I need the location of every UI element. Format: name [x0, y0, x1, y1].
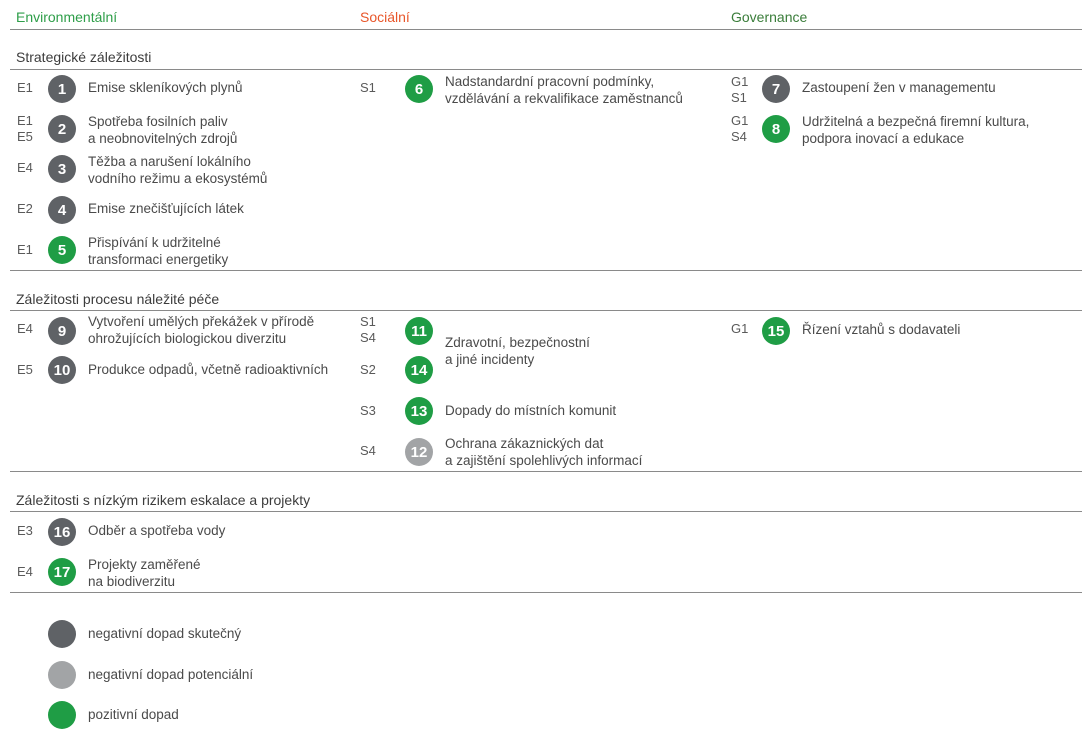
section-divider: [10, 592, 1082, 593]
item-code: E4: [17, 160, 33, 175]
item-code: S1: [360, 80, 376, 95]
section-title-strategic: Strategické záležitosti: [16, 49, 152, 65]
item-code: S1 S4: [360, 314, 376, 345]
impact-number-badge: 3: [48, 155, 76, 183]
item-code: E3: [17, 523, 33, 538]
item-code: E1: [17, 242, 33, 257]
item-code: S3: [360, 403, 376, 418]
impact-number-badge: 7: [762, 75, 790, 103]
item-code: G1 S4: [731, 113, 749, 144]
item-label: Emise znečišťujících látek: [88, 201, 244, 216]
item-label: Zdravotní, bezpečnostní a jiné incidenty: [445, 335, 590, 367]
item-code: E1 E5: [17, 113, 33, 144]
item-label: Spotřeba fosilních paliv a neobnovitelných zdrojů: [88, 114, 238, 146]
legend-negative-potential-label: negativní dopad potenciální: [88, 667, 254, 682]
column-header-governance: Governance: [731, 9, 808, 25]
impact-number-badge: 4: [48, 196, 76, 224]
item-label: Těžba a narušení lokálního vodního režimu a ekosystémů: [88, 154, 268, 186]
item-label: Řízení vztahů s dodavateli: [802, 322, 961, 337]
item-label: Zastoupení žen v managementu: [802, 80, 996, 95]
impact-number-badge: 1: [48, 75, 76, 103]
section-title-low-risk: Záležitosti s nízkým rizikem eskalace a projekty: [16, 492, 311, 508]
item-code: G1: [731, 321, 749, 336]
section-divider: [10, 69, 1082, 70]
legend-positive-label: pozitivní dopad: [88, 707, 179, 722]
impact-number-badge: 2: [48, 115, 76, 143]
item-code: E1: [17, 80, 33, 95]
item-label: Ochrana zákaznických dat a zajištění spolehlivých informací: [445, 436, 643, 468]
impact-number-badge: 5: [48, 236, 76, 264]
legend-negative-potential-icon: [48, 661, 76, 689]
impact-number-badge: 11: [405, 317, 433, 345]
impact-number-badge: 16: [48, 518, 76, 546]
item-label: Emise skleníkových plynů: [88, 80, 243, 95]
section-title-due-diligence: Záležitosti procesu náležité péče: [16, 291, 220, 307]
item-label: Produkce odpadů, včetně radioaktivních: [88, 362, 329, 377]
impact-number-badge: 10: [48, 356, 76, 384]
impact-number-badge: 13: [405, 397, 433, 425]
item-code: E4: [17, 321, 33, 336]
item-code: E5: [17, 362, 33, 377]
item-label: Nadstandardní pracovní podmínky, vzdělávání a rekvalifikace zaměstnanců: [445, 74, 683, 106]
item-label: Odběr a spotřeba vody: [88, 523, 226, 538]
impact-number-badge: 6: [405, 75, 433, 103]
column-header-social: Sociální: [360, 9, 410, 25]
item-label: Dopady do místních komunit: [445, 403, 617, 418]
item-label: Udržitelná a bezpečná firemní kultura, podpora inovací a edukace: [802, 114, 1030, 146]
impact-number-badge: 8: [762, 115, 790, 143]
column-header-environmental: Environmentální: [16, 9, 118, 25]
item-label: Vytvoření umělých překážek v přírodě ohrožujících biologickou diverzitu: [88, 314, 315, 346]
item-code: E2: [17, 201, 33, 216]
legend-positive-icon: [48, 701, 76, 729]
section-divider: [10, 310, 1082, 311]
impact-number-badge: 14: [405, 356, 433, 384]
section-divider: [10, 511, 1082, 512]
impact-number-badge: 17: [48, 558, 76, 586]
impact-number-badge: 12: [405, 438, 433, 466]
section-divider: [10, 270, 1082, 271]
impact-number-badge: 15: [762, 317, 790, 345]
item-code: S4: [360, 443, 376, 458]
item-label: Přispívání k udržitelné transformaci energetiky: [88, 235, 229, 267]
item-code: G1 S1: [731, 74, 749, 105]
legend-negative-actual-icon: [48, 620, 76, 648]
section-divider: [10, 471, 1082, 472]
header-divider: [10, 29, 1082, 30]
item-code: S2: [360, 362, 376, 377]
impact-number-badge: 9: [48, 317, 76, 345]
item-code: E4: [17, 564, 33, 579]
item-label: Projekty zaměřené na biodiverzitu: [88, 557, 201, 589]
legend-negative-actual-label: negativní dopad skutečný: [88, 626, 242, 641]
